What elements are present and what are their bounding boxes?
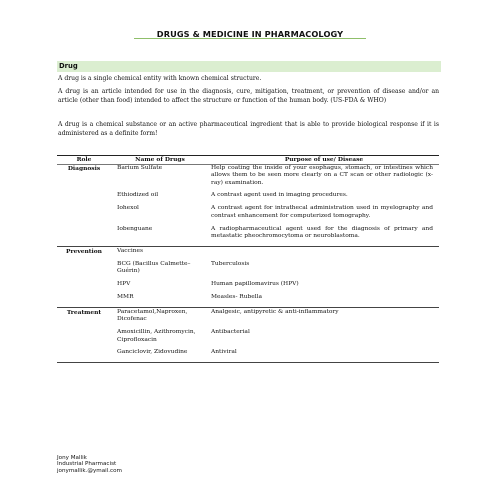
row-drug: Barium Sulfate [117, 164, 163, 171]
row-drug: Amoxicillin, Azithromycin, Ciprofloxacin [117, 329, 196, 343]
row-role: Treatment [57, 307, 111, 329]
row-drug: MMR [117, 293, 134, 300]
row-role [57, 329, 111, 349]
row-purpose: Analgesic, antipyretic & anti-inflammatory [209, 307, 439, 329]
table-row [57, 226, 439, 247]
row-drug: Vaccines [111, 247, 209, 261]
row-purpose: A contrast agent for intrathecal administration used in myelography and contrast enhancement for computerized tomography. [211, 205, 433, 219]
row-role [57, 349, 111, 362]
row-purpose: A contrast agent used in imaging procedures. [211, 192, 348, 199]
row-drug: Paracetamol,Naproxen, Dicofenac [111, 307, 209, 329]
row-purpose [209, 247, 439, 261]
table-row [57, 247, 439, 261]
row-drug: Ganciclovir, Zidovudine [111, 349, 209, 362]
row-purpose: Human papillomavirus (HPV) [211, 281, 299, 288]
title-block [134, 22, 366, 39]
table-row [57, 349, 439, 362]
row-role [57, 261, 111, 281]
table-header-row [57, 156, 439, 165]
row-purpose: Measles- Rubella [211, 293, 263, 300]
row-purpose: Tuberculosis [211, 260, 250, 267]
header-drug-name: Name of Drugs [111, 156, 209, 165]
row-purpose: Help coating the inside of your esophagus, stomach, or intestines which allows them to be seen more clearly on a CT scan or other radiologic (x-ray) examination. [211, 164, 433, 186]
table-row [57, 261, 439, 281]
row-purpose: Antibacterial [211, 329, 250, 336]
paragraph-definition-1: A drug is a single chemical entity with known chemical structure. [58, 75, 262, 82]
table-row [57, 294, 439, 307]
row-role [57, 294, 111, 307]
row-purpose: A radiopharmaceutical agent used for the diagnosis of primary and metastatic pheochromocytoma or neuroblastoma. [211, 225, 433, 240]
author-email: jonymallik.@ymail.com [57, 467, 123, 474]
author-footer [57, 455, 122, 474]
row-drug: BCG (Bacillus Calmette–Guérin) [117, 260, 191, 275]
table-row [57, 307, 439, 329]
paragraph-definition-2: A drug is an article intended for use in the diagnosis, cure, mitigation, treatment, or prevention of disease and/or an article (other than food) intended to affect the structure or function of the human body. (US-FDA & WHO) [58, 88, 439, 104]
row-role [57, 281, 111, 294]
header-role: Role [57, 156, 111, 165]
table-row [57, 281, 439, 294]
table-row [57, 192, 439, 205]
section-header-bar [57, 61, 441, 72]
row-drug: Iohexol [117, 205, 139, 212]
row-purpose: Antiviral [209, 349, 439, 362]
author-role: Industrial Pharmacist [57, 461, 117, 468]
row-drug: Ethiodized oil [117, 192, 159, 199]
table-row [57, 205, 439, 225]
section-title: Drug [59, 62, 78, 70]
row-role [57, 192, 111, 205]
drug-table [57, 155, 439, 363]
row-role [57, 205, 111, 225]
table-row [57, 164, 439, 192]
page-title: DRUGS & MEDICINE IN PHARMACOLOGY [156, 29, 344, 39]
row-drug: HPV [117, 281, 131, 288]
row-drug: Iobenguane [117, 225, 153, 232]
author-name: Jony Mallik [57, 455, 87, 461]
table-row [57, 329, 439, 349]
paragraph-definition-3: A drug is a chemical substance or an active pharmaceutical ingredient that is able to provide biological response if it is administered as a definite form! [58, 121, 439, 137]
row-role: Prevention [57, 247, 111, 261]
row-role: Diagnosis [67, 164, 101, 172]
row-role [57, 226, 111, 247]
header-purpose: Purpose of use/ Disease [209, 156, 439, 165]
